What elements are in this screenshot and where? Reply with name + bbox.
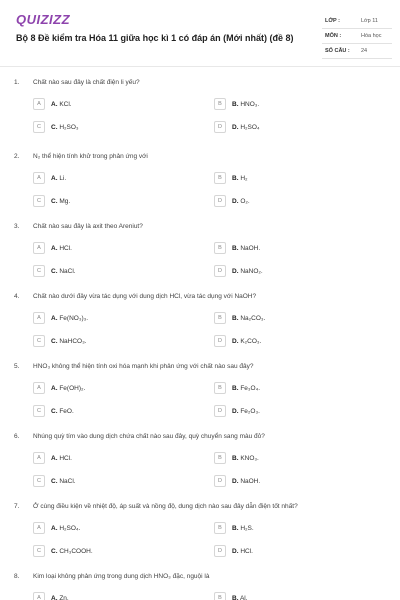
question-text: Kim loại không phản ứng trong dung dịch HNO₃ đặc, nguội là bbox=[33, 573, 210, 580]
option-label: B. bbox=[232, 100, 239, 108]
question-text: Chất nào dưới đây vừa tác dụng với dung dịch HCl, vừa tác dụng với NaOH? bbox=[33, 293, 257, 300]
option-text bbox=[51, 268, 76, 275]
answer-option-d[interactable] bbox=[214, 265, 384, 277]
option-text bbox=[232, 245, 260, 252]
answer-option-b[interactable] bbox=[214, 242, 384, 254]
option-value: Fe(OH)₂. bbox=[59, 384, 86, 392]
answer-option-b[interactable] bbox=[214, 522, 384, 534]
meta-row-subject bbox=[322, 29, 392, 44]
option-value: NaCl. bbox=[59, 477, 76, 485]
option-label: D. bbox=[232, 337, 239, 345]
option-text bbox=[232, 595, 248, 600]
answer-option-b[interactable] bbox=[214, 592, 384, 600]
option-letter-box[interactable]: C bbox=[33, 475, 45, 487]
meta-label: LỚP : bbox=[325, 18, 340, 24]
question-number: 8. bbox=[14, 573, 20, 580]
option-letter-box[interactable]: A bbox=[33, 382, 45, 394]
option-letter-box[interactable]: D bbox=[214, 265, 226, 277]
option-value: HNO₃. bbox=[240, 100, 260, 108]
answer-option-a[interactable] bbox=[33, 452, 203, 464]
option-value: NaCl. bbox=[59, 267, 76, 275]
meta-value: Lớp 11 bbox=[361, 18, 378, 24]
option-value: Fe₂O₃. bbox=[240, 407, 260, 415]
option-value: Fe(NO₃)₃. bbox=[59, 314, 89, 322]
option-label: B. bbox=[232, 174, 239, 182]
option-value: H₂SO₄. bbox=[59, 524, 81, 532]
option-value: Mg. bbox=[59, 197, 71, 205]
answer-option-d[interactable] bbox=[214, 335, 384, 347]
answer-option-c[interactable] bbox=[33, 265, 203, 277]
question-text: Ở cùng điều kiện về nhiệt độ, áp suất và nồng độ, dung dịch nào sau đây dẫn điện tốt nhất? bbox=[33, 503, 298, 510]
option-letter-box[interactable]: C bbox=[33, 335, 45, 347]
option-label: B. bbox=[232, 524, 239, 532]
option-text bbox=[51, 175, 66, 182]
option-letter-box[interactable]: B bbox=[214, 242, 226, 254]
option-label: A. bbox=[51, 384, 58, 392]
document-header bbox=[0, 0, 400, 64]
option-label: A. bbox=[51, 100, 58, 108]
option-text bbox=[51, 595, 69, 600]
option-label: D. bbox=[232, 547, 239, 555]
question-number: 4. bbox=[14, 293, 20, 300]
option-text bbox=[232, 124, 260, 131]
option-text bbox=[232, 268, 263, 275]
option-label: A. bbox=[51, 594, 58, 600]
answer-option-d[interactable] bbox=[214, 475, 384, 487]
question-number: 6. bbox=[14, 433, 20, 440]
option-letter-box[interactable]: A bbox=[33, 312, 45, 324]
question-2 bbox=[0, 153, 400, 223]
meta-value: Hóa học bbox=[361, 33, 382, 39]
option-value: Zn. bbox=[59, 594, 69, 600]
option-value: HCl. bbox=[240, 547, 253, 555]
option-letter-box[interactable]: B bbox=[214, 382, 226, 394]
option-label: B. bbox=[232, 384, 239, 392]
option-letter-box[interactable]: A bbox=[33, 98, 45, 110]
option-text bbox=[51, 198, 70, 205]
option-letter-box[interactable]: C bbox=[33, 265, 45, 277]
option-text bbox=[232, 198, 250, 205]
option-letter-box[interactable]: B bbox=[214, 452, 226, 464]
answer-option-b[interactable] bbox=[214, 452, 384, 464]
option-text bbox=[51, 455, 72, 462]
answer-option-c[interactable] bbox=[33, 545, 203, 557]
option-value: Fe₃O₄. bbox=[240, 384, 261, 392]
option-label: D. bbox=[232, 197, 239, 205]
option-text bbox=[51, 338, 87, 345]
option-letter-box[interactable]: B bbox=[214, 592, 226, 600]
option-letter-box[interactable]: A bbox=[33, 592, 45, 600]
answer-option-b[interactable] bbox=[214, 382, 384, 394]
question-number: 7. bbox=[14, 503, 20, 510]
header-divider bbox=[0, 66, 400, 67]
option-letter-box[interactable]: D bbox=[214, 545, 226, 557]
option-letter-box[interactable]: D bbox=[214, 121, 226, 133]
option-label: B. bbox=[232, 454, 239, 462]
option-text bbox=[232, 525, 254, 532]
answer-option-b[interactable] bbox=[214, 312, 384, 324]
option-label: D. bbox=[232, 407, 239, 415]
option-letter-box[interactable]: D bbox=[214, 195, 226, 207]
answer-option-b[interactable] bbox=[214, 172, 384, 184]
option-value: KCl. bbox=[59, 100, 72, 108]
option-value: O₂. bbox=[240, 197, 250, 205]
answer-option-a[interactable] bbox=[33, 98, 203, 110]
option-text bbox=[232, 455, 259, 462]
option-value: FeO. bbox=[59, 407, 74, 415]
option-value: NaOH. bbox=[240, 477, 261, 485]
option-text bbox=[232, 315, 265, 322]
option-text bbox=[51, 315, 88, 322]
option-text bbox=[51, 408, 74, 415]
answer-option-a[interactable] bbox=[33, 242, 203, 254]
option-value: Na₂CO₃. bbox=[240, 314, 266, 322]
option-letter-box[interactable]: B bbox=[214, 522, 226, 534]
option-label: B. bbox=[232, 594, 239, 600]
quizizz-logo[interactable]: QUIZIZZ bbox=[16, 12, 71, 27]
meta-row-class bbox=[322, 14, 392, 29]
option-text bbox=[232, 175, 248, 182]
option-text bbox=[51, 124, 79, 131]
question-6 bbox=[0, 433, 400, 503]
answer-option-c[interactable] bbox=[33, 335, 203, 347]
answer-option-d[interactable] bbox=[214, 195, 384, 207]
option-letter-box[interactable]: A bbox=[33, 522, 45, 534]
option-letter-box[interactable]: A bbox=[33, 172, 45, 184]
option-text bbox=[51, 548, 93, 555]
answer-option-c[interactable] bbox=[33, 405, 203, 417]
option-label: C. bbox=[51, 267, 58, 275]
option-label: A. bbox=[51, 524, 58, 532]
option-value: NaHCO₃. bbox=[59, 337, 87, 345]
meta-label: MÔN : bbox=[325, 33, 342, 39]
question-text: HNO₃ không thể hiện tính oxi hóa mạnh khi phản ứng với chất nào sau đây? bbox=[33, 363, 254, 370]
option-label: B. bbox=[232, 314, 239, 322]
option-label: C. bbox=[51, 197, 58, 205]
option-value: Li. bbox=[59, 174, 67, 182]
option-label: A. bbox=[51, 314, 58, 322]
question-7 bbox=[0, 503, 400, 573]
option-text bbox=[51, 478, 76, 485]
option-value: Al. bbox=[239, 594, 248, 600]
option-letter-box[interactable]: A bbox=[33, 242, 45, 254]
question-number: 5. bbox=[14, 363, 20, 370]
option-text bbox=[232, 408, 260, 415]
question-text: Chất nào sau đây là chất điện li yếu? bbox=[33, 79, 140, 86]
meta-row-question-count bbox=[322, 44, 392, 59]
option-text bbox=[232, 338, 261, 345]
answer-option-d[interactable] bbox=[214, 121, 384, 133]
answer-option-a[interactable] bbox=[33, 522, 203, 534]
answer-option-b[interactable] bbox=[214, 98, 384, 110]
option-value: H₂SO₄ bbox=[240, 123, 260, 131]
option-label: D. bbox=[232, 267, 239, 275]
option-letter-box[interactable]: C bbox=[33, 405, 45, 417]
option-value: HCl. bbox=[59, 454, 72, 462]
question-text: N₂ thể hiện tính khử trong phản ứng với bbox=[33, 153, 148, 160]
option-text bbox=[51, 101, 72, 108]
option-text bbox=[51, 525, 80, 532]
answer-option-c[interactable] bbox=[33, 121, 203, 133]
option-value: KNO₃. bbox=[240, 454, 259, 462]
option-label: A. bbox=[51, 244, 58, 252]
option-label: A. bbox=[51, 454, 58, 462]
option-value: H₂S. bbox=[240, 524, 254, 532]
option-value: K₂CO₃. bbox=[240, 337, 262, 345]
option-letter-box[interactable]: B bbox=[214, 312, 226, 324]
option-letter-box[interactable]: C bbox=[33, 195, 45, 207]
question-text: Nhúng quỳ tím vào dung dịch chứa chất nào sau đây, quỳ chuyển sang màu đỏ? bbox=[33, 433, 265, 440]
option-label: C. bbox=[51, 547, 58, 555]
option-letter-box[interactable]: B bbox=[214, 98, 226, 110]
meta-label: SỐ CÂU : bbox=[325, 48, 350, 54]
option-label: C. bbox=[51, 123, 58, 131]
option-value: H₂ bbox=[240, 174, 248, 182]
question-text: Chất nào sau đây là axit theo Areniut? bbox=[33, 223, 143, 230]
answer-option-d[interactable] bbox=[214, 405, 384, 417]
option-value: H₂SO₃ bbox=[59, 123, 79, 131]
question-number: 2. bbox=[14, 153, 20, 160]
answer-option-a[interactable] bbox=[33, 172, 203, 184]
question-3 bbox=[0, 223, 400, 293]
question-1 bbox=[0, 79, 400, 149]
answer-option-c[interactable] bbox=[33, 195, 203, 207]
option-value: NaOH. bbox=[240, 244, 261, 252]
option-text bbox=[232, 548, 253, 555]
option-text bbox=[232, 101, 259, 108]
answer-option-a[interactable] bbox=[33, 592, 203, 600]
option-letter-box[interactable]: A bbox=[33, 452, 45, 464]
option-value: CH₃COOH. bbox=[59, 547, 93, 555]
option-text bbox=[232, 385, 260, 392]
option-label: C. bbox=[51, 477, 58, 485]
option-letter-box[interactable]: D bbox=[214, 475, 226, 487]
document-title: Bộ 8 Đề kiểm tra Hóa 11 giữa học kì 1 có đáp án (Mới nhất) (đề 8) bbox=[16, 33, 294, 43]
option-letter-box[interactable]: C bbox=[33, 545, 45, 557]
option-label: B. bbox=[232, 244, 239, 252]
option-letter-box[interactable]: D bbox=[214, 335, 226, 347]
option-label: A. bbox=[51, 174, 58, 182]
option-text bbox=[51, 385, 85, 392]
option-text bbox=[232, 478, 260, 485]
answer-option-d[interactable] bbox=[214, 545, 384, 557]
meta-value: 24 bbox=[361, 48, 368, 54]
answer-option-a[interactable] bbox=[33, 312, 203, 324]
question-number: 1. bbox=[14, 79, 20, 86]
document-meta bbox=[322, 14, 392, 59]
option-label: D. bbox=[232, 477, 239, 485]
answer-option-a[interactable] bbox=[33, 382, 203, 394]
option-value: NaNO₂. bbox=[240, 267, 263, 275]
answer-option-c[interactable] bbox=[33, 475, 203, 487]
question-8 bbox=[0, 573, 400, 600]
option-letter-box[interactable]: D bbox=[214, 405, 226, 417]
question-number: 3. bbox=[14, 223, 20, 230]
option-label: C. bbox=[51, 337, 58, 345]
option-label: C. bbox=[51, 407, 58, 415]
option-letter-box[interactable]: C bbox=[33, 121, 45, 133]
option-letter-box[interactable]: B bbox=[214, 172, 226, 184]
option-label: D. bbox=[232, 123, 239, 131]
question-5 bbox=[0, 363, 400, 433]
question-4 bbox=[0, 293, 400, 363]
option-text bbox=[51, 245, 72, 252]
option-value: HCl. bbox=[59, 244, 72, 252]
